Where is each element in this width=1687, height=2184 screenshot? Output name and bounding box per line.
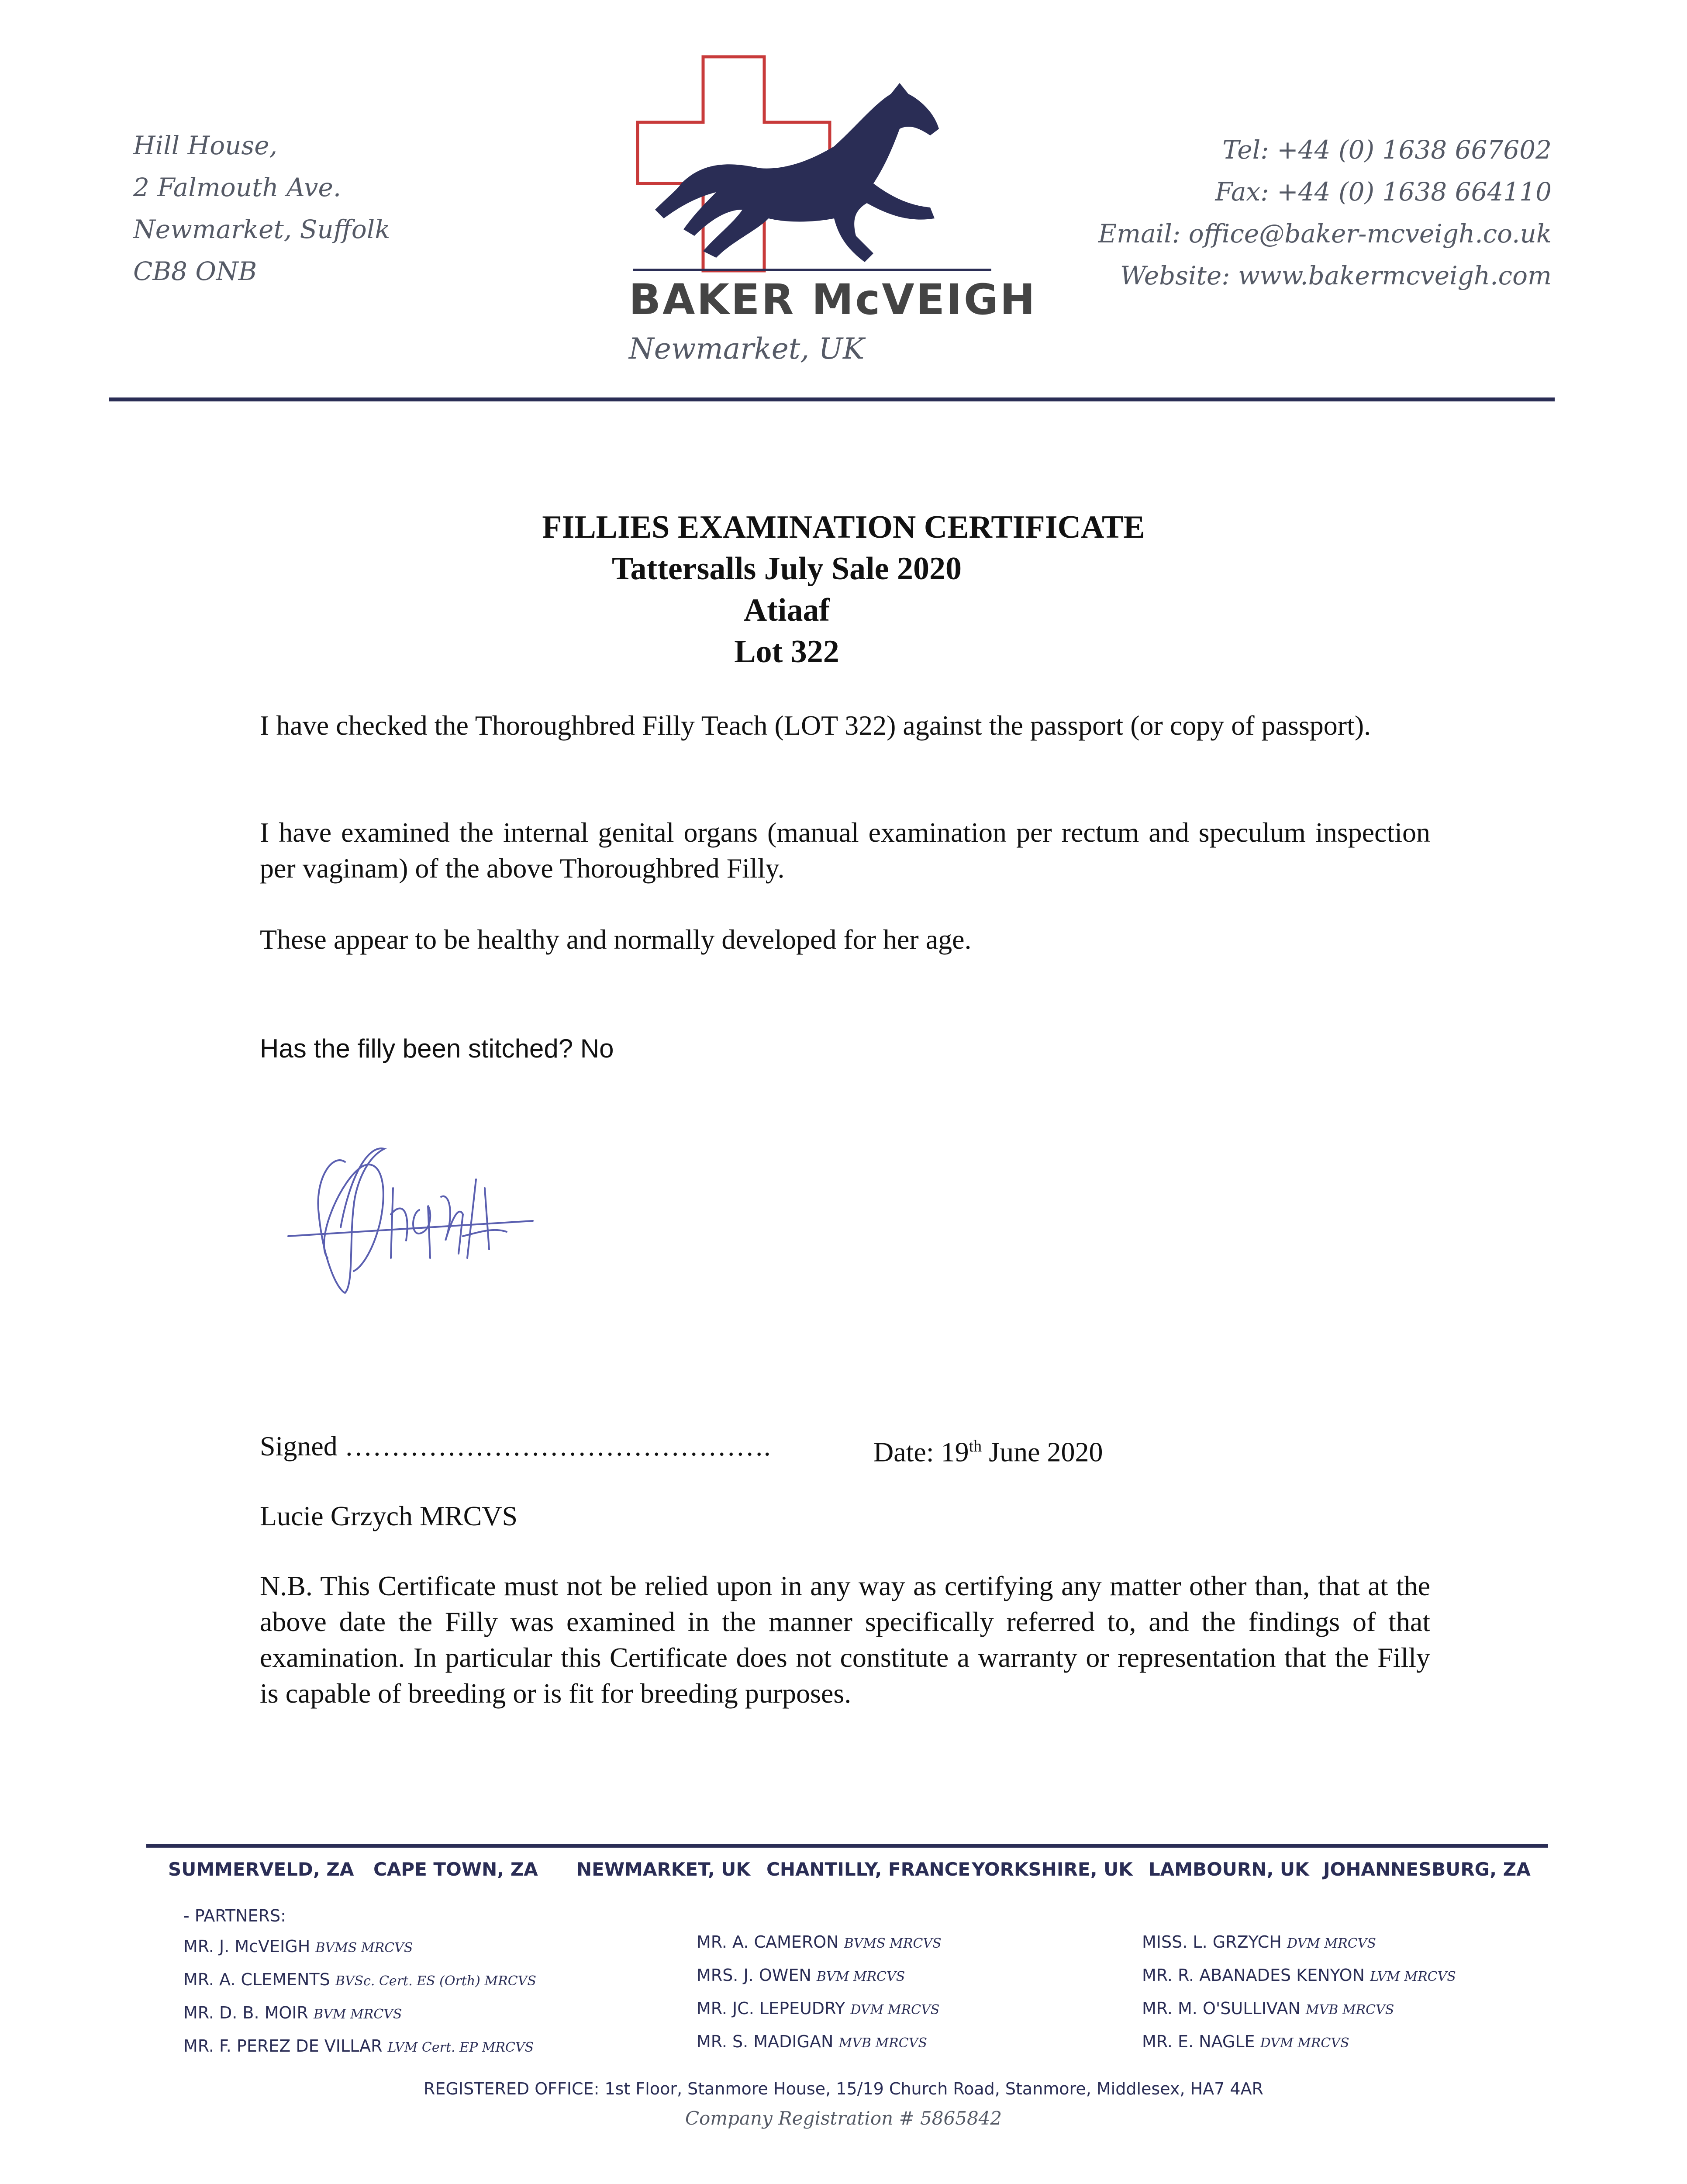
address-line: Newmarket, Suffolk <box>133 214 390 244</box>
address-line: Hill House, <box>133 131 278 160</box>
tel-line: Tel: +44 (0) 1638 667602 <box>1222 135 1552 165</box>
certificate-date <box>873 1428 1103 1470</box>
partners-column-1 <box>183 1931 536 2063</box>
address-line: CB8 ONB <box>133 256 257 286</box>
partner-entry: MR. S. MADIGAN MVB MRCVS <box>697 2032 927 2051</box>
partner-entry: MRS. J. OWEN BVM MRCVS <box>697 1966 905 1985</box>
signed-label: Signed ………………………………………. <box>260 1431 771 1462</box>
fax-line: Fax: +44 (0) 1638 664110 <box>1215 177 1552 207</box>
certificate-title: FILLIES EXAMINATION CERTIFICATE <box>542 509 1145 545</box>
partner-entry: MR. M. O'SULLIVAN MVB MRCVS <box>1142 1999 1394 2018</box>
vet-name: Lucie Grzych MRCVS <box>260 1500 518 1531</box>
signature-image <box>279 1127 550 1328</box>
office-newmarket: NEWMARKET, UK <box>576 1859 750 1880</box>
partner-entry: MR. JC. LEPEUDRY DVM MRCVS <box>697 1999 940 2018</box>
disclaimer-paragraph: N.B. This Certificate must not be relied upon in any way as certifying any matter other than, that at the above date the Filly was examined in the manner specifically referred to, and the findings of that examination. In particular this Certificate does not constitute a warranty or representation that the Filly is capable of breeding or is fit for breeding purposes. <box>260 1570 1430 1709</box>
partner-entry: MR. E. NAGLE DVM MRCVS <box>1142 2032 1349 2051</box>
paragraph-passport-check: I have checked the Thoroughbred Filly Teach (LOT 322) against the passport (or copy of passport). <box>260 710 1371 741</box>
partner-entry: MR. A. CLEMENTS BVSc. Cert. ES (Orth) MRCVS <box>183 1970 536 1989</box>
signature-line <box>260 1428 1430 1464</box>
footer-divider <box>146 1844 1548 1848</box>
address-block <box>133 124 390 292</box>
date-rest: June 2020 <box>982 1436 1103 1468</box>
office-lambourn: LAMBOURN, UK <box>1149 1859 1309 1880</box>
partner-entry: MR. R. ABANADES KENYON LVM MRCVS <box>1142 1966 1456 1985</box>
contact-block <box>1098 129 1552 297</box>
address-line: 2 Falmouth Ave. <box>133 173 342 202</box>
header-divider <box>109 397 1555 401</box>
office-chantilly: CHANTILLY, FRANCE <box>766 1859 971 1880</box>
lot-number: Lot 322 <box>734 634 839 670</box>
partner-entry: MR. J. McVEIGH BVMS MRCVS <box>183 1937 413 1956</box>
partners-column-2 <box>697 1926 942 2059</box>
office-cape-town: CAPE TOWN, ZA <box>373 1859 538 1880</box>
registered-office: REGISTERED OFFICE: 1st Floor, Stanmore House, 15/19 Church Road, Stanmore, Middlesex, HA7 4AR <box>424 2079 1263 2098</box>
brand-location: Newmarket, UK <box>629 332 865 366</box>
partner-entry: MR. F. PEREZ DE VILLAR LVM Cert. EP MRCVS <box>183 2036 534 2056</box>
company-registration: Company Registration # 5865842 <box>685 2108 1002 2129</box>
website-line: Website: www.bakermcveigh.com <box>1120 261 1552 290</box>
office-summerveld: SUMMERVELD, ZA <box>168 1859 354 1880</box>
partners-column-3 <box>1142 1926 1456 2059</box>
paragraph-health: These appear to be healthy and normally developed for her age. <box>260 924 972 955</box>
office-yorkshire: YORKSHIRE, UK <box>972 1859 1133 1880</box>
partners-label: - PARTNERS: <box>183 1906 286 1925</box>
email-line: Email: office@baker-mcveigh.co.uk <box>1098 219 1552 249</box>
stitched-question: Has the filly been stitched? No <box>260 1034 614 1063</box>
date-suffix: th <box>969 1437 982 1455</box>
date-label: Date: 19 <box>873 1436 969 1468</box>
partner-entry: MISS. L. GRZYCH DVM MRCVS <box>1142 1932 1376 1952</box>
partner-entry: MR. A. CAMERON BVMS MRCVS <box>697 1932 942 1952</box>
sale-name: Tattersalls July Sale 2020 <box>611 551 962 587</box>
brand-name: BAKER McVEIGH <box>629 275 1037 324</box>
paragraph-examination: I have examined the internal genital organs (manual examination per rectum and speculum inspection per vaginam) of the above Thoroughbred Filly. <box>260 817 1430 884</box>
horse-name: Atiaaf <box>743 592 830 628</box>
partner-entry: MR. D. B. MOIR BVM MRCVS <box>183 2003 402 2022</box>
office-johannesburg: JOHANNESBURG, ZA <box>1323 1859 1531 1880</box>
